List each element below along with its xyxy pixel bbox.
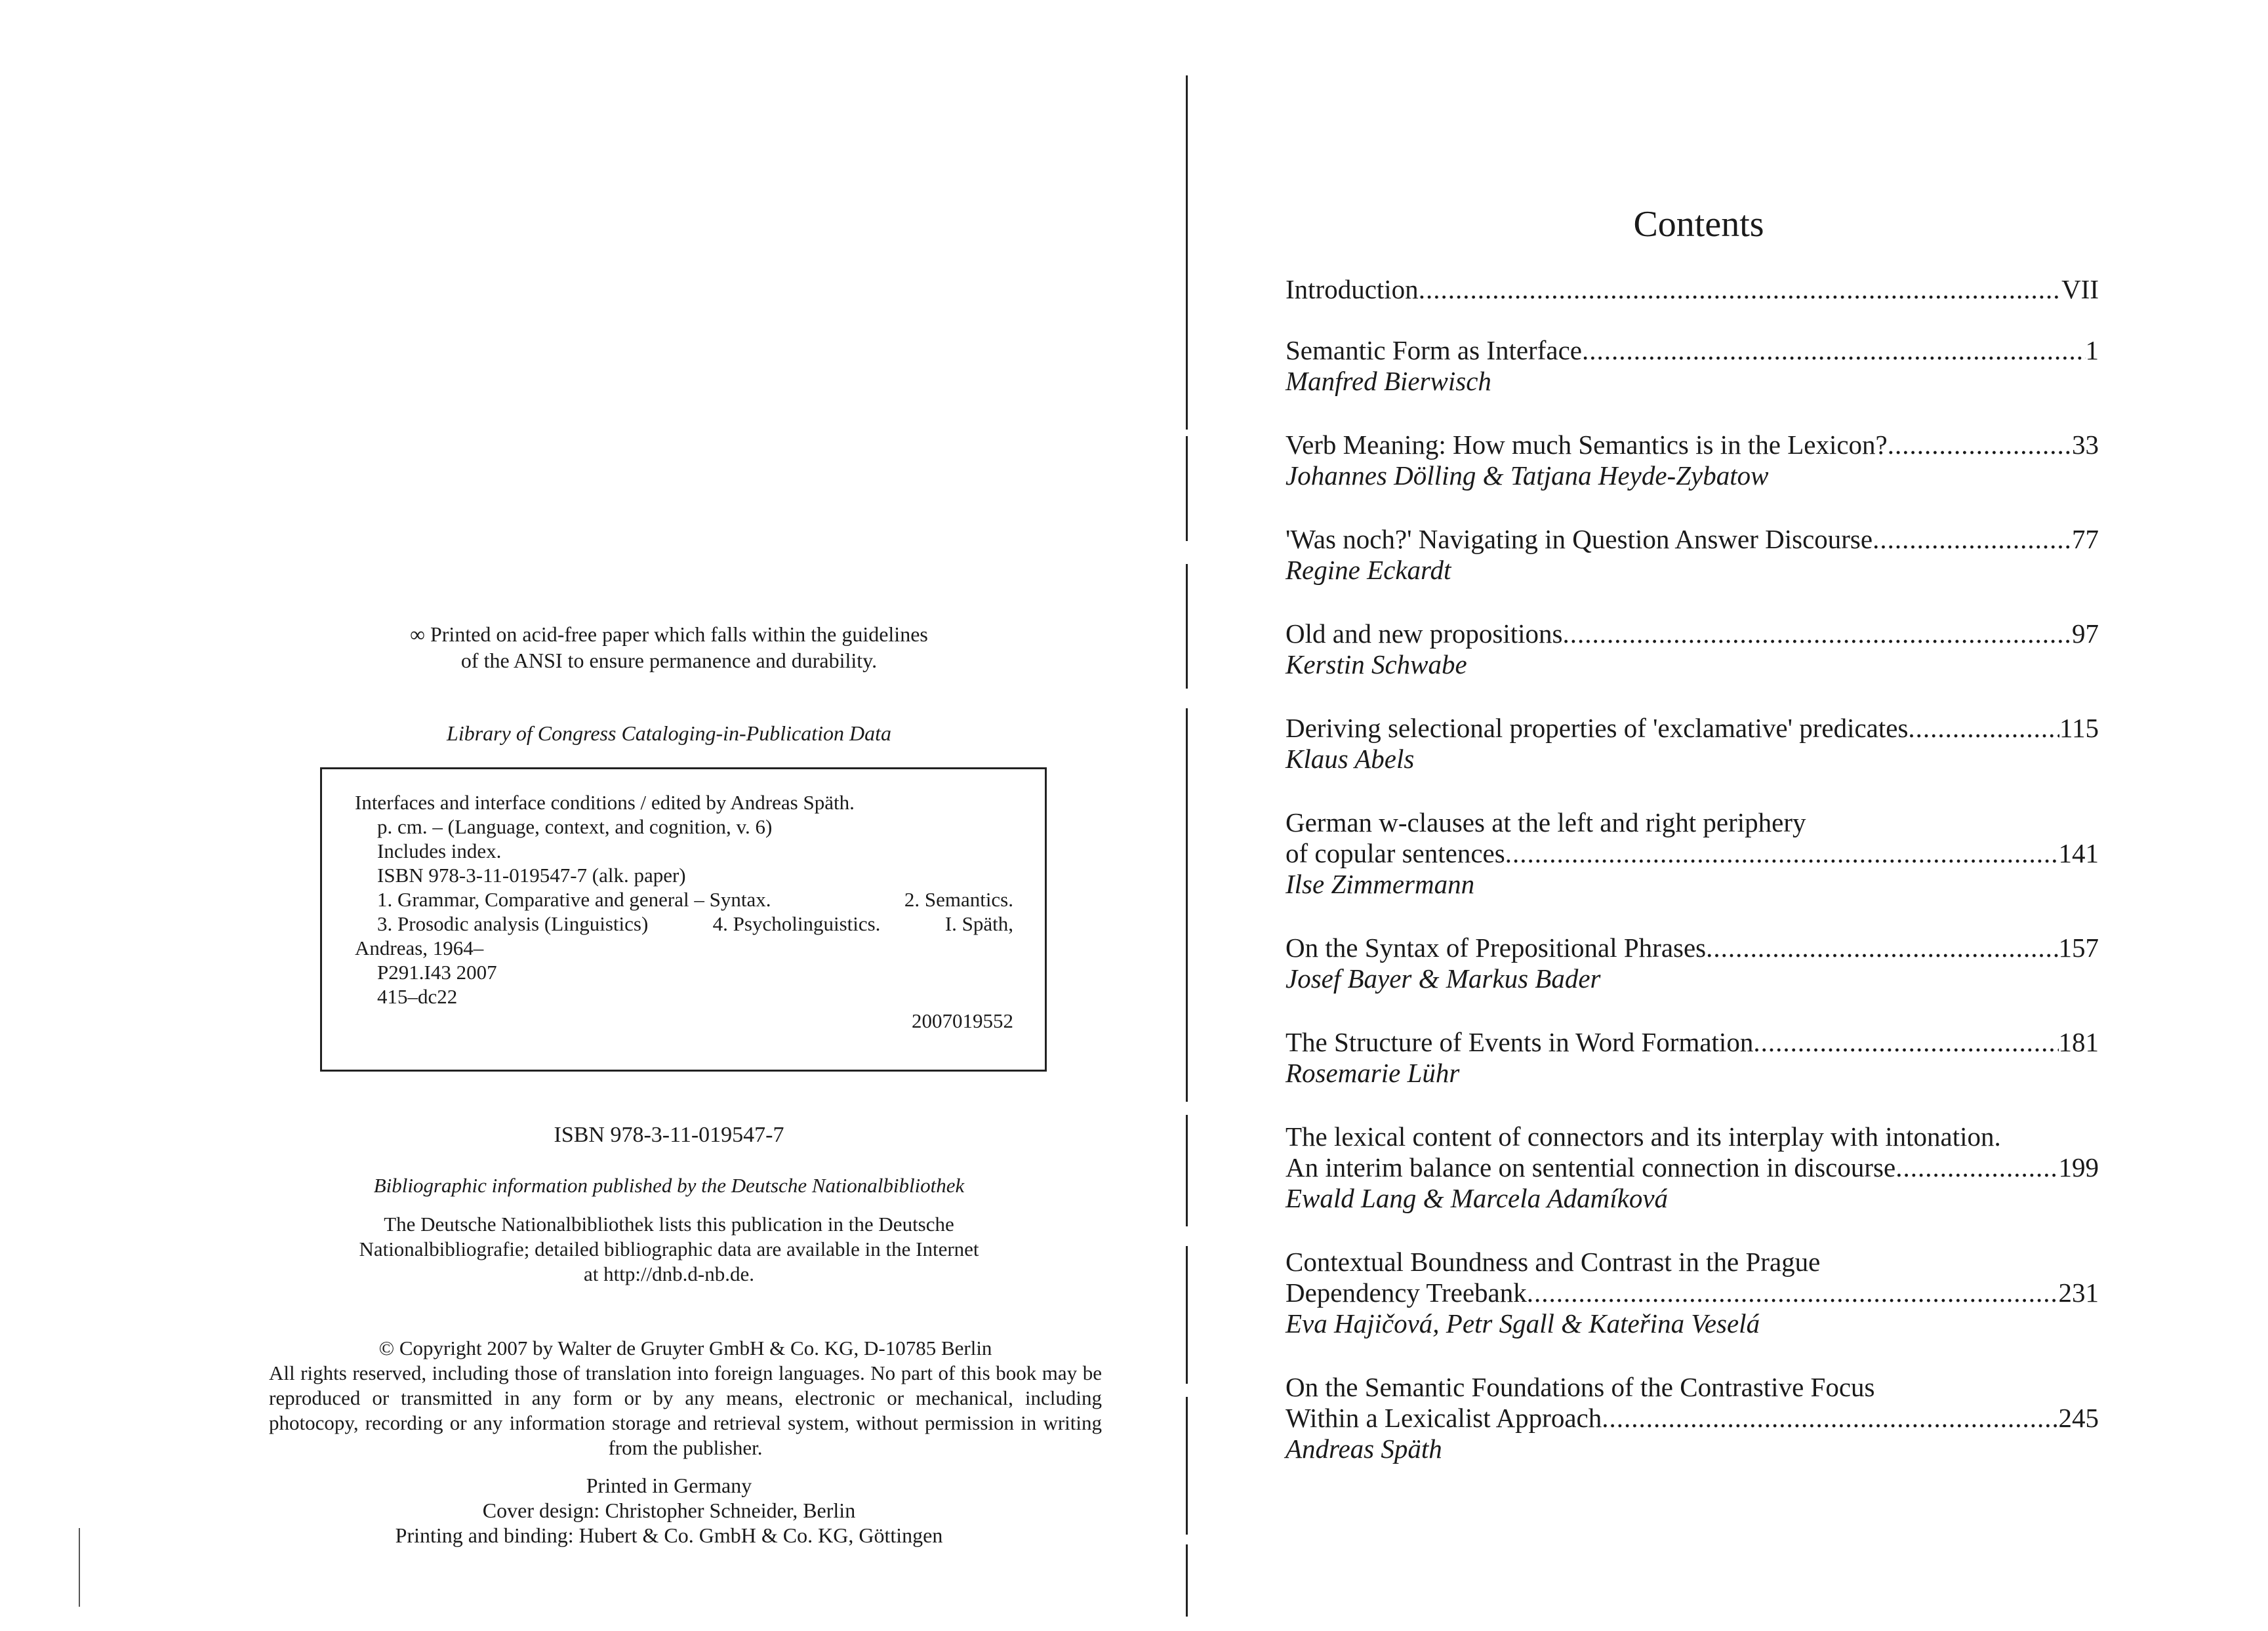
rights-text: All rights reserved, including those of translation into foreign languages. No part of this book may be reproduced or transmitted in any form or by any means, electronic or mechanical, including photocopy, recording or any information storage and retrieval system, without permission in writing from the publisher. [269, 1361, 1102, 1459]
toc-author: Regine Eckardt [1286, 555, 1451, 585]
toc-entry [1286, 335, 2099, 397]
toc-title-line: Contextual Boundness and Contrast in the Prague [1286, 1247, 1821, 1277]
toc-entry [1286, 430, 2099, 491]
cip-subject-semantics: 2. Semantics. [904, 888, 1013, 911]
toc-author: Ewald Lang & Marcela Adamíková [1286, 1183, 1669, 1213]
table-of-contents [1286, 274, 2099, 1497]
acid-free-icon: ∞ [410, 622, 425, 646]
toc-title: 'Was noch?' Navigating in Question Answer Discourse [1286, 524, 1873, 554]
toc-title-row [1286, 1027, 2099, 1058]
toc-page-number: 141 [2058, 838, 2099, 868]
toc-entry [1286, 274, 2099, 305]
toc-page-number: 115 [2059, 713, 2099, 743]
toc-author: Josef Bayer & Markus Bader [1286, 963, 1601, 994]
toc-title-line: The lexical content of connectors and its interplay with intonation. [1286, 1121, 2001, 1152]
toc-leader-dots [1527, 1278, 2059, 1308]
toc-title-row [1286, 524, 2099, 555]
loc-cip-heading: Library of Congress Cataloging-in-Publication Data [447, 721, 891, 745]
toc-leader-dots [1563, 618, 2073, 649]
toc-entry [1286, 524, 2099, 586]
toc-title-row [1286, 713, 2099, 744]
toc-page-number: 181 [2058, 1027, 2099, 1057]
toc-title-row [1286, 838, 2099, 869]
cip-subject-grammar: 1. Grammar, Comparative and general – Syntax. [377, 888, 771, 911]
acid-free-line-2: of the ANSI to ensure permanence and durability. [460, 649, 878, 672]
toc-author: Johannes Dölling & Tatjana Heyde-Zybatow [1286, 460, 1769, 491]
cip-subject-psycholinguistics: 4. Psycholinguistics. [712, 912, 881, 935]
toc-leader-dots [1505, 838, 2059, 869]
dnb-line-1: The Deutsche Nationalbibliothek lists this publication in the Deutsche [384, 1213, 954, 1236]
copyright-line: © Copyright 2007 by Walter de Gruyter GmbH & Co. KG, D-10785 Berlin [378, 1337, 992, 1359]
dnb-heading: Bibliographic information published by the Deutsche Nationalbibliothek [373, 1174, 965, 1197]
toc-title: Verb Meaning: How much Semantics is in the Lexicon? [1286, 430, 1888, 460]
cip-line-index: Includes index. [377, 839, 502, 862]
isbn: ISBN 978-3-11-019547-7 [554, 1123, 784, 1147]
toc-title-line: On the Semantic Foundations of the Contrastive Focus [1286, 1372, 1875, 1402]
cip-line-isbn: ISBN 978-3-11-019547-7 (alk. paper) [377, 864, 686, 887]
gutter-line-3 [1186, 564, 1188, 689]
acid-free-notice [275, 621, 1063, 674]
toc-page-number: VII [2061, 274, 2099, 304]
toc-author: Klaus Abels [1286, 744, 1415, 774]
toc-leader-dots [1895, 1152, 2058, 1183]
toc-title-row [1286, 1278, 2099, 1308]
cip-line-dewey: 415–dc22 [377, 985, 458, 1008]
toc-title: of copular sentences [1286, 838, 1505, 868]
toc-title: Within a Lexicalist Approach [1286, 1403, 1602, 1433]
toc-author: Rosemarie Lühr [1286, 1058, 1460, 1088]
toc-title: On the Syntax of Prepositional Phrases [1286, 933, 1707, 963]
toc-page-number: 97 [2072, 618, 2099, 649]
dnb-line-3: at http://dnb.d-nb.de. [583, 1262, 755, 1285]
contents-title: Contents [1633, 204, 1764, 245]
cip-line-title: Interfaces and interface conditions / edited by Andreas Späth. [355, 791, 855, 814]
toc-leader-dots [1602, 1403, 2058, 1434]
toc-page-number: 77 [2072, 524, 2099, 554]
toc-entry [1286, 807, 2099, 900]
gutter-line-2 [1186, 436, 1188, 541]
toc-entry [1286, 713, 2099, 775]
toc-leader-dots [1888, 430, 2072, 460]
toc-title-row [1286, 335, 2099, 366]
toc-leader-dots [1908, 713, 2059, 744]
toc-page-number: 231 [2058, 1278, 2099, 1308]
toc-title: Old and new propositions [1286, 618, 1563, 649]
toc-leader-dots [1873, 524, 2072, 555]
toc-entry [1286, 1247, 2099, 1339]
cip-subject-prosodic: 3. Prosodic analysis (Linguistics) [377, 912, 649, 935]
toc-leader-dots [1753, 1027, 2058, 1058]
printed-in: Printed in Germany [586, 1474, 752, 1497]
cip-line-callnumber: P291.I43 2007 [377, 961, 497, 984]
toc-entry [1286, 1027, 2099, 1089]
cip-editor: I. Späth, [944, 912, 1013, 935]
toc-entry [1286, 618, 2099, 680]
dnb-line-2: Nationalbibliografie; detailed bibliographic data are available in the Internet [359, 1238, 979, 1260]
toc-leader-dots [1582, 335, 2086, 366]
cip-record-box [320, 767, 1047, 1072]
toc-title: Dependency Treebank [1286, 1278, 1527, 1308]
toc-title: Deriving selectional properties of 'exclamative' predicates [1286, 713, 1909, 743]
toc-page-number: 33 [2072, 430, 2099, 460]
toc-title-row [1286, 430, 2099, 460]
toc-author: Kerstin Schwabe [1286, 649, 1467, 679]
toc-author: Ilse Zimmermann [1286, 869, 1475, 899]
toc-page-number: 157 [2058, 933, 2099, 963]
gutter-line-6 [1186, 1246, 1188, 1384]
toc-title-row [1286, 618, 2099, 649]
toc-entry [1286, 1121, 2099, 1214]
cip-line-subjects-2 [355, 912, 1013, 936]
toc-title-row [1286, 1403, 2099, 1434]
toc-entry [1286, 933, 2099, 994]
toc-page-number: 245 [2058, 1403, 2099, 1433]
toc-leader-dots [1419, 274, 2061, 305]
scan-edge-mark [79, 1528, 80, 1607]
acid-free-line-1: Printed on acid-free paper which falls within the guidelines [430, 622, 928, 646]
toc-page-number: 199 [2058, 1152, 2099, 1182]
cover-design: Cover design: Christopher Schneider, Berlin [482, 1499, 856, 1522]
toc-title: An interim balance on sentential connection in discourse [1286, 1152, 1896, 1182]
toc-author: Eva Hajičová, Petr Sgall & Kateřina Veselá [1286, 1308, 1760, 1339]
toc-title: Semantic Form as Interface [1286, 335, 1582, 365]
toc-title-row [1286, 1152, 2099, 1183]
dnb-notice [275, 1212, 1063, 1287]
printing-info [275, 1473, 1063, 1548]
copyright-block [269, 1336, 1102, 1460]
gutter-line-5 [1186, 1115, 1188, 1226]
toc-author: Andreas Späth [1286, 1434, 1442, 1464]
gutter-line-7 [1186, 1397, 1188, 1535]
toc-title: Introduction [1286, 274, 1419, 304]
toc-leader-dots [1706, 933, 2058, 963]
toc-title-row [1286, 274, 2099, 305]
cip-line-editor-name: Andreas, 1964– [355, 936, 484, 959]
cip-line-series: p. cm. – (Language, context, and cognition, v. 6) [377, 815, 773, 838]
toc-title-row [1286, 933, 2099, 963]
gutter-line-8 [1186, 1544, 1188, 1617]
toc-title: The Structure of Events in Word Formation [1286, 1027, 1754, 1057]
toc-author: Manfred Bierwisch [1286, 366, 1491, 396]
toc-page-number: 1 [2085, 335, 2099, 365]
toc-entry [1286, 1372, 2099, 1464]
toc-title-line: German w-clauses at the left and right periphery [1286, 807, 1806, 837]
cip-line-subjects-1 [355, 887, 1013, 912]
cip-record-number: 2007019552 [912, 1009, 1013, 1032]
gutter-line-1 [1186, 75, 1188, 430]
printing-binding: Printing and binding: Hubert & Co. GmbH & Co. KG, Göttingen [395, 1523, 943, 1547]
gutter-line-4 [1186, 708, 1188, 1102]
